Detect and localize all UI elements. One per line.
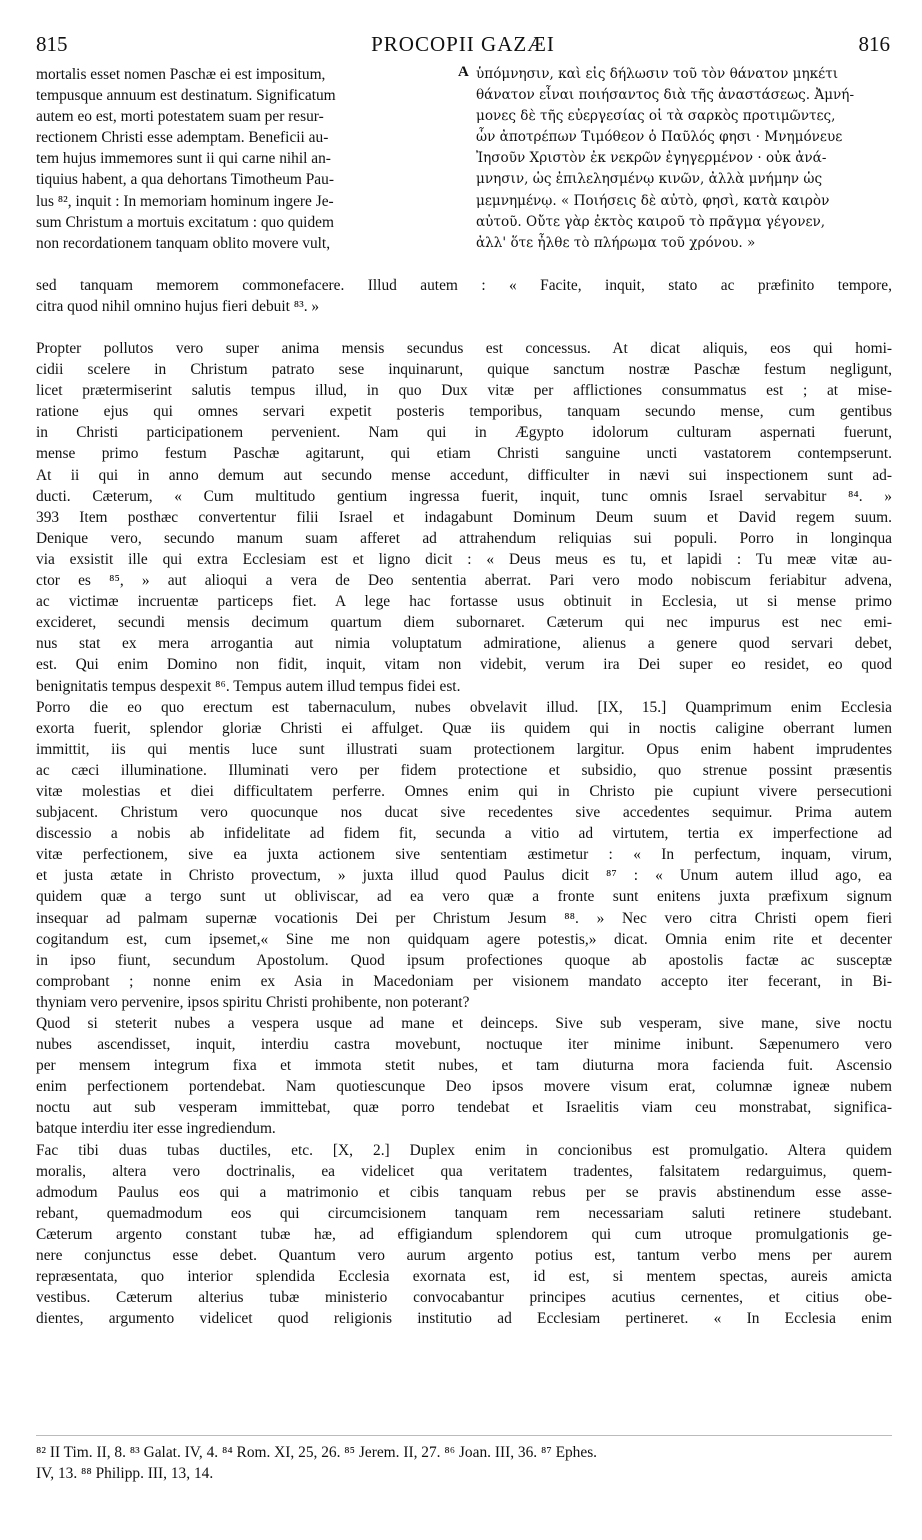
text-line: cogitandum est, cum ipsemet,« Sine me non quidquam agere potestis,» dicat. Omnia enim rite et decenter [36, 930, 892, 948]
text-line: Fac tibi duas tubas ductiles, etc. [X, 2.] Duplex enim in concionibus est promulgatio. Altera quidem [36, 1141, 892, 1159]
footnote-line: IV, 13. ⁸⁸ Philipp. III, 13, 14. [36, 1465, 214, 1482]
text-line: nus stat ex mera arrogantia aut nimia voluptatum admiratione, alienus a genere quod servari debet, [36, 635, 892, 653]
text-line: Cæterum argento constant tubæ hæ, ad effigiandum splendorem qui cum utroque promulgationis ge- [36, 1225, 892, 1243]
greek-line: μνησιν, ὡς ἐπιλελησμένῳ κινῶν, ἀλλὰ μνήμην ὡς [476, 171, 823, 188]
running-title: PROCOPII GAZÆI [371, 32, 555, 56]
footnote-line: ⁸² II Tim. II, 8. ⁸³ Galat. IV, 4. ⁸⁴ Rom. XI, 25, 26. ⁸⁵ Jerem. II, 27. ⁸⁶ Joan. III, 36. ⁸⁷ Ephes. [36, 1444, 598, 1461]
greek-line: αὐτοῦ. Οὔτε γὰρ ἐκτὸς καιροῦ τὸ πρᾶγμα γέγονεν, [476, 213, 826, 230]
text-line: mense primo festum Paschæ agitarunt, qui etiam Christi sanguine uncti vastatorem contempserunt. [36, 445, 892, 463]
text-line: ac cæci illuminatione. Illuminati vero per fidem protectione et subsidio, quo strenue possint præsentis [36, 761, 892, 779]
latin-line: tiquius habent, a qua dehortans Timotheum Pau- [36, 171, 334, 189]
text-line: rebant, quemadmodum eos qui circumcisionem tanquam rem necessariam saluti retinere studebant. [36, 1204, 892, 1222]
greek-line: Ἰησοῦν Χριστὸν ἐκ νεκρῶν ἐγηγερμένον · οὐκ ἀνά- [476, 150, 827, 167]
text-line: via exsistit ille qui extra Ecclesiam est et ligno dicit : « Deus meus es tu, et lapidi : Tu meæ vitæ au- [36, 550, 892, 568]
text-line: 393 Item posthæc convertentur filii Israel et indagabunt Dominum Deum suum et David regem suum. [36, 508, 892, 526]
text-line: ac victimæ incruentæ particeps fiet. A lege hac fortasse usus obtinuit in Ecclesia, ut si mense primo [36, 593, 892, 611]
text-line: thyniam vero pervenire, ipsos spiritu Christi prohibente, non poterant? [36, 993, 470, 1011]
text-line: nere conjunctus esse debet. Quantum vero aurum argento potius est, tantum verbo mens per aurem [36, 1247, 892, 1265]
text-line: vitæ molestias et diei difficultatem perferre. Omnes enim qui in Christo pie cupiunt vivere persecutioni [36, 782, 892, 800]
page-header [36, 32, 890, 60]
latin-column [36, 64, 460, 254]
text-line: licet prætermiserint salutis tempus illud, in quo Dux vitæ per afflictiones consummatus est ; at mise- [36, 382, 892, 400]
text-line: immittit, iis qui mentis luce sunt illustrati suam protectionem largitur. Opus enim habent imprudentes [36, 740, 892, 758]
text-line: citra quod nihil omnino hujus fieri debuit ⁸³. » [36, 298, 320, 316]
latin-line: mortalis esset nomen Paschæ ei est impositum, [36, 66, 326, 83]
text-line: cidii scelere in Christum patrato sese inquinarunt, quique sanctum nostræ Paschæ festum negligunt, [36, 361, 892, 379]
text-line: dientes, argumento videlicet quod religionis institutio ad Ecclesiam pertineret. « In Ecclesia enim [36, 1310, 892, 1328]
text-line: et justa ætate in Christo provectum, » juxta illud quod Paulus dicit ⁸⁷ : « Unum autem illud ago, ea [36, 867, 892, 885]
text-line: ratione ejus qui omnes servari expetit posteris temporibus, tanquam secundo mense, cum gentibus [36, 403, 892, 421]
bridge-text [36, 275, 892, 317]
text-line: in Christi participationem pervenient. Nam qui in Ægypto idolorum culturam aspernati fuerunt, [36, 424, 892, 442]
text-line: admodum Paulus eos qui a matrimonio et cibis tanquam rebus per se pravis abstinendum esse asse- [36, 1183, 892, 1201]
text-line: Porro die eo quo erectum est tabernaculum, nubes obvelavit illud. [IX, 15.] Quamprimum enim Ecclesia [36, 698, 892, 716]
text-line: Quod si steterit nubes a vespera usque ad mane et deinceps. Sive sub vesperam, sive mane, sive noctu [36, 1015, 892, 1032]
margin-letter: A [458, 64, 469, 80]
greek-line: ὑπόμνησιν, καὶ εἰς δήλωσιν τοῦ τὸν θάνατον μηκέτι [476, 66, 839, 82]
greek-line: μεμνημένῳ. « Ποιήσεις δὲ αὐτὸ, φησὶ, κατὰ καιρὸν [476, 192, 830, 209]
text-line: comprobant ; nonne enim ex Asia in Macedoniam per visionem mandato accepto iter fecerant, in Bi- [36, 972, 892, 990]
greek-column [476, 64, 892, 254]
text-line: est. Qui enim Domino non fidit, inquit, vitam non videbit, verum ira Dei super eo residet, eo quod [36, 656, 892, 674]
text-line: batque interdiu iter esse ingrediendum. [36, 1120, 276, 1138]
text-line: vestibus. Cæterum alterius tubæ ministerio convocabantur principes acutius cernentes, et citius obe- [36, 1289, 892, 1307]
latin-line: non recordationem tanquam oblito movere vult, [36, 234, 331, 252]
text-line: exorta fuerit, splendor gloriæ Christi ei affulget. Quæ iis quidem qui in noctis caligine oberrant lumen [36, 719, 892, 737]
greek-line: ἀλλ' ὅτε ἦλθε τὸ πλήρωμα τοῦ χρόνου. » [476, 234, 756, 251]
text-line: repræsentata, quo interior splendida Ecclesia exornata est, id est, si mentem spectas, aureis amicta [36, 1268, 892, 1286]
text-line: benignitatis tempus despexit ⁸⁶. Tempus autem illud tempus fidei est. [36, 677, 461, 695]
text-line: ducti. Cæterum, « Cum multitudo gentium ingressa fuerit, inquit, tunc omnis Israel servabitur ⁸⁴. » [36, 487, 892, 505]
text-line: noctu aut sub vesperam immittebat, quæ porro tendebat et Israelitis viam ceu monstrabat, significa- [36, 1099, 892, 1117]
text-line: quidem quæ a tergo sunt ut obliviscar, ad ea vero quæ a fronte sunt enitens juxta præfixum signum [36, 888, 892, 906]
text-line: moralis, altera vero doctrinalis, ea videlicet qua veritatem tradentes, falsitatem redarguimus, quem- [36, 1162, 892, 1180]
latin-line: rectionem Christi esse ademptam. Beneficii au- [36, 129, 329, 147]
text-line: vitæ perfectionem, sive ea juxta actionem sive sententiam æstimetur : « In perfectum, inquam, virum, [36, 846, 892, 864]
text-line: Denique vero, secundo manum suam afferet ad attrahendum reliquias sui populi. Porro in longinqua [36, 529, 892, 547]
greek-line: θάνατον εἶναι ποιήσαντος διὰ τῆς ἀναστάσεως. Ἀμνή- [476, 87, 855, 104]
footnotes [36, 1435, 892, 1484]
latin-line: autem eo est, morti potestatem suam per resur- [36, 108, 324, 126]
greek-line: ὧν ἀποτρέπων Τιμόθεον ὁ Παῦλός φησι · Μνημόνευε [476, 129, 843, 146]
right-page-number: 816 [858, 32, 890, 56]
text-line: in ipso fiunt, secundum Apostolum. Quod ipsum profectiones quoque ab apostolis factæ ac susceptæ [36, 951, 892, 969]
text-line: insequar ad palmam supernæ vocationis Dei per Christum Jesum ⁸⁸. » Nec vero citra Christi opem fieri [36, 909, 892, 927]
text-line: per mensem integrum fixa et immota stetit nubes, et tam diuturna mora facienda fuit. Ascensio [36, 1057, 892, 1075]
latin-line: sum Christum a mortuis excitatum : quo quidem [36, 213, 334, 231]
text-line: subjacent. Christum vero quocunque nos ducat sive recedentes sive accedentes sequimur. Prima autem [36, 804, 892, 822]
main-text [36, 338, 892, 1329]
text-line: At ii qui in anno demum aut secundo mense accedunt, difficulter in nævi sui inspectionem sunt ad- [36, 466, 892, 484]
latin-line: lus ⁸², inquit : In memoriam hominum ingere Je- [36, 192, 334, 210]
text-line: excideret, secundi mensis decimum quartum diem subornaret. Cæterum qui nec impurus est nec emi- [36, 614, 892, 632]
text-line: discessio a nobis ab infidelitate ad fidem fit, secunda a vitio ad virtutem, tertia ex imperfectione ad [36, 825, 892, 843]
text-line: enim perfectionem portendebat. Nam quotiescunque Deo ipsos movere visum erat, columnæ igneæ nubem [36, 1078, 892, 1096]
two-column-section [36, 64, 892, 276]
left-page-number: 815 [36, 32, 68, 56]
latin-line: tem hujus immemores sunt ii qui carne nihil an- [36, 150, 331, 168]
text-line: nubes ascendisset, inquit, interdiu castra movebunt, noctuque iter minime inibunt. Sæpenumero vero [36, 1036, 892, 1054]
text-line: ctor es ⁸⁵, » aut alioqui a vera de Deo sententia aberrat. Pari vero modo nobiscum feriabitur advena, [36, 572, 892, 590]
text-line: Propter pollutos vero super anima mensis secundus est concessus. At dicat aliquis, eos qui homi- [36, 340, 892, 357]
text-line: sed tanquam memorem commonefacere. Illud autem : « Facite, inquit, stato ac præfinito tempore, [36, 277, 892, 294]
latin-line: tempusque annuum est destinatum. Significatum [36, 87, 336, 105]
greek-line: μονες δὲ τῆς εὐεργεσίας οἱ τὰ σαρκὸς προτιμῶντες, [476, 108, 836, 125]
